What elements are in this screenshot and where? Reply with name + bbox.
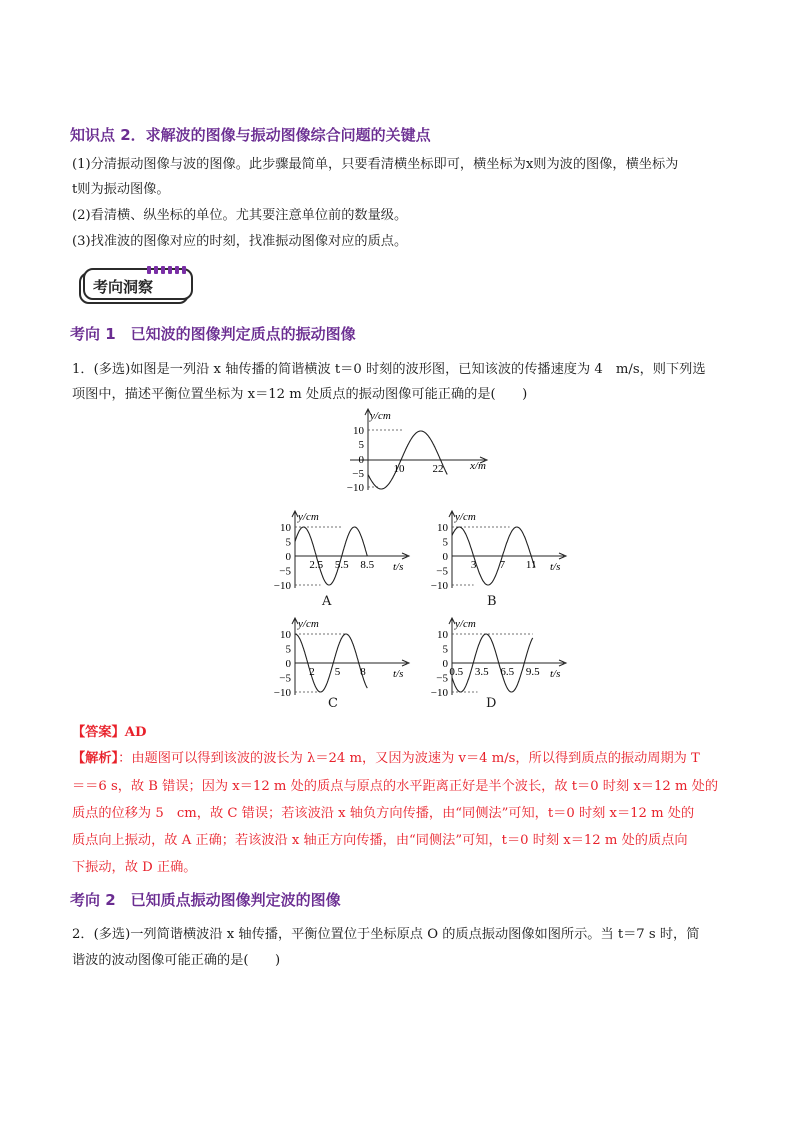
analysis-text: ：由题图可以得到该波的波长为 λ＝24 m，又因为波速为 v＝4 m/s，所以得到质点的振动周期为 T <box>118 751 700 766</box>
x-axis-label: t/s <box>550 561 561 573</box>
wave-chart <box>330 405 495 495</box>
wave-ytick: −10 <box>346 482 364 494</box>
topic-1-title: 考向 1 已知波的图像判定质点的振动图像 <box>70 325 356 343</box>
y-tick-label: 0 <box>442 551 448 563</box>
y-tick-label: −10 <box>430 687 448 697</box>
answer <box>72 723 146 743</box>
point-2: (2)看清横、纵坐标的单位。尤其要注意单位前的数量级。 <box>72 208 408 223</box>
q2-line1: 2．(多选)一列简谐横波沿 x 轴传播，平衡位置位于坐标原点 O 的质点振动图像如图所示。当 t＝7 s 时，简 <box>72 927 700 942</box>
wave-ytick: −5 <box>352 468 364 480</box>
x-axis-label: t/s <box>393 668 404 680</box>
topic-2-title: 考向 2 已知质点振动图像判定波的图像 <box>70 891 341 909</box>
option-label-B: B <box>487 594 497 609</box>
x-tick-label: 11 <box>525 559 537 571</box>
x-tick-label: 3.5 <box>474 666 489 678</box>
y-tick-label: 0 <box>285 551 291 563</box>
point-3: (3)找准波的图像对应的时刻，找准振动图像对应的质点。 <box>72 234 408 249</box>
y-tick-label: 0 <box>285 658 291 670</box>
x-tick-label: 5 <box>334 666 341 678</box>
option-label-D: D <box>486 696 497 711</box>
y-tick-label: −5 <box>436 672 448 685</box>
y-tick-label: 5 <box>285 536 291 549</box>
y-axis-label: y/cm <box>298 511 319 523</box>
y-tick-label: −10 <box>430 580 448 590</box>
y-tick-label: 5 <box>285 643 291 656</box>
analysis-line-1 <box>72 749 700 769</box>
section-title: 知识点 2．求解波的图像与振动图像综合问题的关键点 <box>70 126 431 144</box>
q1-line2: 项图中，描述平衡位置坐标为 x＝12 m 处质点的振动图像可能正确的是( ) <box>72 387 528 402</box>
y-tick-label: −5 <box>279 672 291 685</box>
analysis-line-4: 质点向上振动，故 A 正确；若该波沿 x 轴正方向传播，由“同侧法”可知，t＝0 时刻 x＝12 m 处的质点向 <box>72 833 688 848</box>
wave-xtick: 22 <box>432 463 444 475</box>
option-B-plot <box>422 508 572 590</box>
y-tick-label: −5 <box>436 565 448 578</box>
y-tick-label: 0 <box>442 658 448 670</box>
x-tick-label: 6.5 <box>500 666 515 678</box>
q2-line2: 谐波的波动图像可能正确的是( ) <box>72 953 281 968</box>
analysis-line-3: 质点的位移为 5 cm，故 C 错误；若该波沿 x 轴负方向传播，由“同侧法”可知，t＝0 时刻 x＝12 m 处的 <box>72 806 695 821</box>
y-axis-label: y/cm <box>455 511 476 523</box>
y-tick-label: −10 <box>273 580 291 590</box>
y-tick-label: 5 <box>442 536 448 549</box>
x-tick-label: 5.5 <box>334 559 349 571</box>
analysis-line-2: ＝＝6 s，故 B 错误；因为 x＝12 m 处的质点与原点的水平距离正好是半个波长，故 t＝0 时刻 x＝12 m 处的 <box>72 779 719 794</box>
y-tick-label: 10 <box>280 522 291 534</box>
option-label-A: A <box>322 594 332 609</box>
y-axis-label: y/cm <box>455 618 476 630</box>
option-C-plot <box>265 615 415 697</box>
x-tick-label: 8 <box>360 666 366 678</box>
option-chart-D <box>422 615 572 701</box>
point-1a: (1)分清振动图像与波的图像。此步骤最简单，只要看清横坐标即可，横坐标为x则为波的图像，横坐标为 <box>72 157 679 172</box>
y-tick-label: 10 <box>437 522 448 534</box>
x-tick-label: 8.5 <box>360 559 375 571</box>
option-chart-C <box>265 615 415 701</box>
q1-line1: 1．(多选)如图是一列沿 x 轴传播的简谐横波 t＝0 时刻的波形图，已知该波的传播速度为 4 m/s，则下列选 <box>72 362 706 377</box>
x-tick-label: 2 <box>309 666 315 678</box>
x-axis-label: t/s <box>393 561 404 573</box>
point-1b: t则为振动图像。 <box>72 182 170 197</box>
badge <box>77 266 193 306</box>
wave-xlabel: x/m <box>470 460 486 472</box>
y-tick-label: 10 <box>280 629 291 641</box>
badge-label: 考向洞察 <box>93 278 154 296</box>
x-tick-label: 0.5 <box>449 666 464 678</box>
x-tick-label: 2.5 <box>309 559 324 571</box>
option-label-C: C <box>328 696 338 711</box>
wave-ytick: 5 <box>358 439 364 451</box>
x-axis-label: t/s <box>550 668 561 680</box>
y-axis-label: y/cm <box>298 618 319 630</box>
option-D-plot <box>422 615 572 697</box>
wave-xtick: 10 <box>393 463 405 475</box>
x-tick-label: 9.5 <box>525 666 540 678</box>
y-tick-label: 5 <box>442 643 448 656</box>
answer-label: 【答案】 <box>72 725 125 740</box>
y-tick-label: 10 <box>437 629 448 641</box>
option-A-plot <box>265 508 415 590</box>
wave-ytick: 0 <box>358 454 364 466</box>
answer-value: AD <box>124 725 147 740</box>
x-tick-label: 7 <box>499 559 506 571</box>
option-chart-A <box>265 508 415 594</box>
wave-ytick: 10 <box>353 425 364 437</box>
y-tick-label: −5 <box>279 565 291 578</box>
x-tick-label: 3 <box>470 559 477 571</box>
wave-ylabel: y/cm <box>370 410 391 422</box>
y-tick-label: −10 <box>273 687 291 697</box>
analysis-line-5: 下振动，故 D 正确。 <box>72 860 197 875</box>
option-chart-B <box>422 508 572 594</box>
analysis-label: 【解析】 <box>72 751 119 766</box>
